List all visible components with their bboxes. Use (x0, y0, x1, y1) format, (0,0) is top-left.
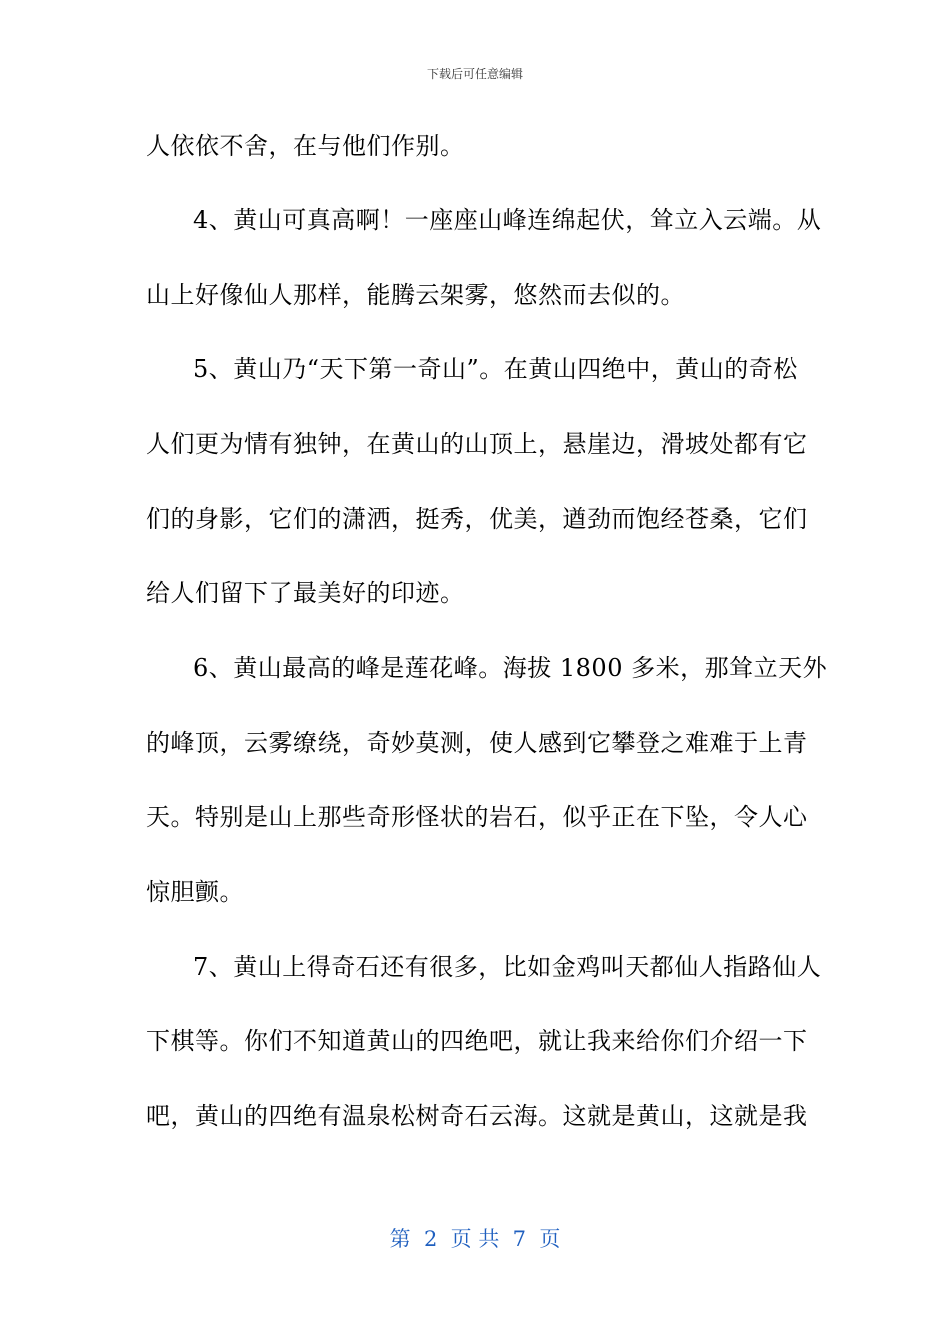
page-header-note: 下载后可任意编辑 (426, 67, 523, 81)
body-line-13: 下棋等。你们不知道黄山的四绝吧，就让我来给你们介绍一下 (146, 1027, 808, 1055)
body-line-11: 惊胆颤。 (146, 878, 244, 906)
body-line-1: 人依依不舍，在与他们作别。 (146, 132, 465, 160)
body-line-3: 山上好像仙人那样，能腾云架雾，悠然而去似的。 (146, 281, 685, 309)
page-number-indicator: 第 2 页 共 7 页 (389, 1227, 561, 1251)
body-line-7: 给人们留下了最美好的印迹。 (146, 579, 465, 607)
body-line-8: 6、黄山最高的峰是莲花峰。海拔 1800 多米，那耸立天外 (193, 654, 828, 682)
body-line-12: 7、黄山上得奇石还有很多，比如金鸡叫天都仙人指路仙人 (193, 953, 822, 981)
body-line-6: 们的身影，它们的潇洒，挺秀，优美，遒劲而饱经苍桑，它们 (146, 505, 808, 533)
body-line-2: 4、黄山可真高啊！一座座山峰连绵起伏，耸立入云端。从 (193, 206, 822, 234)
body-line-10: 天。特别是山上那些奇形怪状的岩石，似乎正在下坠，令人心 (146, 803, 808, 831)
body-line-9: 的峰顶，云雾缭绕，奇妙莫测，使人感到它攀登之难难于上青 (146, 729, 808, 757)
body-line-5: 人们更为情有独钟，在黄山的山顶上，悬崖边，滑坡处都有它 (146, 430, 808, 458)
body-line-14: 吧，黄山的四绝有温泉松树奇石云海。这就是黄山，这就是我 (146, 1102, 808, 1130)
body-line-4: 5、黄山乃“天下第一奇山”。在黄山四绝中，黄山的奇松 (193, 355, 798, 383)
